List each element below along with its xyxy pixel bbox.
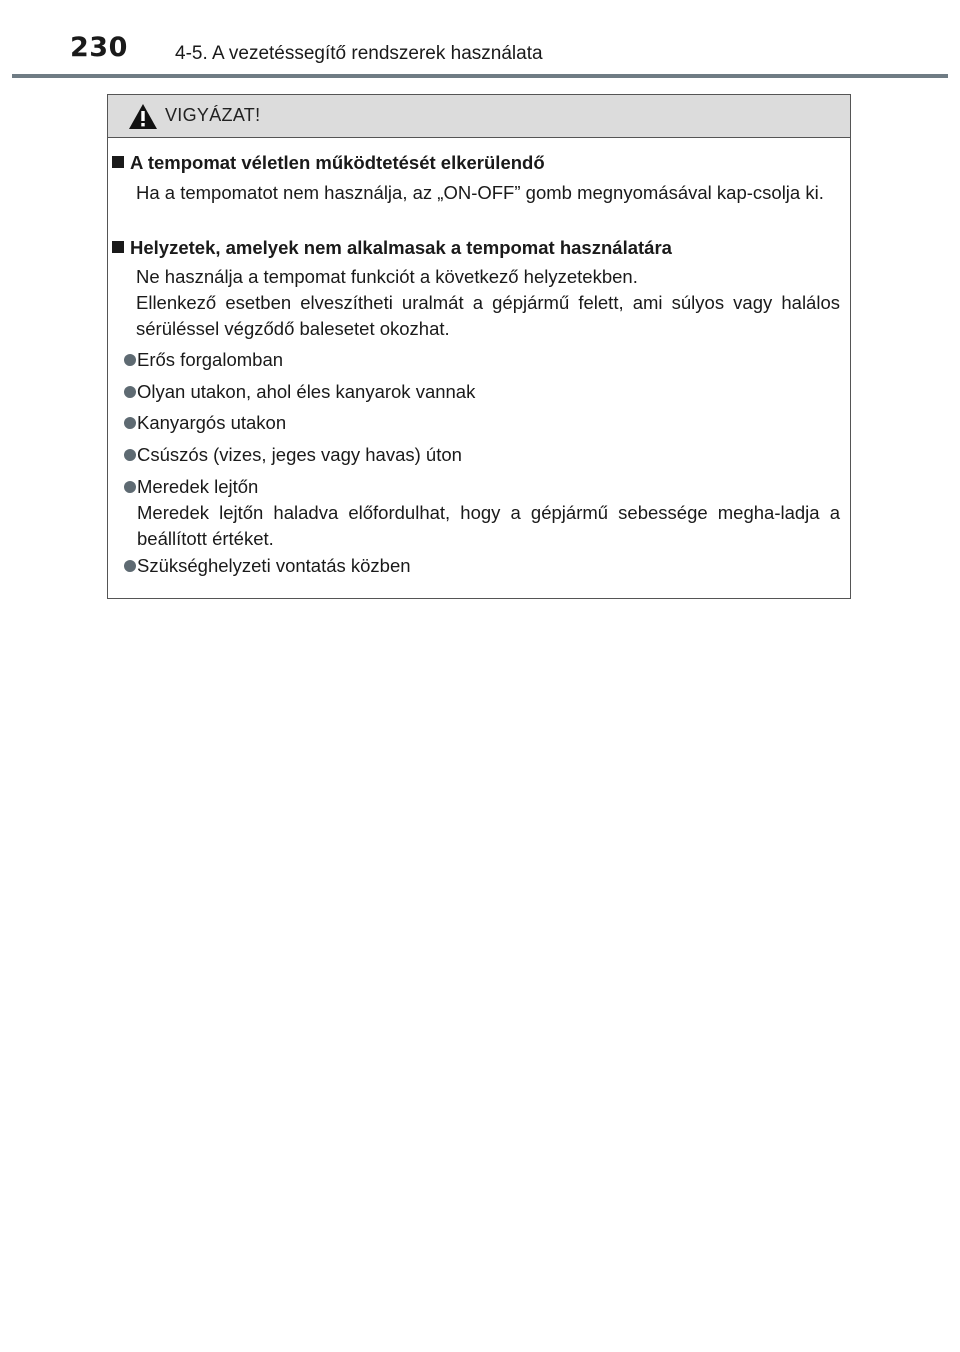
paragraph: Ne használja a tempomat funkciót a következő helyzetekben. — [136, 266, 638, 287]
section-title: 4-5. A vezetéssegítő rendszerek használata — [175, 43, 543, 64]
list-item-text: Csúszós (vizes, jeges vagy havas) úton — [137, 444, 462, 465]
list-item-detail: Meredek lejtőn haladva előfordulhat, hogy a gépjármű sebessége megha-ladja a beállított értéket. — [137, 502, 840, 549]
list-item — [124, 553, 840, 579]
list-item — [124, 474, 840, 552]
list-item-text: Erős forgalomban — [137, 349, 284, 370]
list-item — [124, 410, 840, 436]
list-item-text: Olyan utakon, ahol éles kanyarok vannak — [137, 381, 476, 402]
page-header — [0, 0, 960, 80]
warning-label: VIGYÁZAT! — [165, 105, 261, 125]
list-item — [124, 347, 840, 373]
list-item-text: Meredek lejtőn — [137, 476, 259, 497]
bullet-dot-icon — [124, 560, 136, 572]
square-bullet-icon — [112, 156, 124, 168]
page-number: 230 — [70, 32, 128, 63]
list-item — [124, 442, 840, 468]
paragraph: Ellenkező esetben elveszítheti uralmát a gépjármű felett, ami súlyos vagy halálos sérüléssel végződő balesetet okozhat. — [136, 292, 840, 339]
topic-heading — [112, 235, 672, 261]
bullet-dot-icon — [124, 481, 136, 493]
header-divider — [12, 74, 948, 78]
topic-title: A tempomat véletlen működtetését elkerülendő — [130, 152, 545, 173]
bullet-dot-icon — [124, 354, 136, 366]
square-bullet-icon — [112, 241, 124, 253]
list-item — [124, 379, 840, 405]
paragraph: Ha a tempomatot nem használja, az „ON-OFF” gomb megnyomásával kap-csolja ki. — [136, 182, 824, 203]
bullet-dot-icon — [124, 449, 136, 461]
list-item-text: Szükséghelyzeti vontatás közben — [137, 555, 411, 576]
topic-title: Helyzetek, amelyek nem alkalmasak a tempomat használatára — [130, 237, 672, 258]
warning-box — [107, 94, 851, 599]
bullet-dot-icon — [124, 386, 136, 398]
list-item-text: Kanyargós utakon — [137, 412, 287, 433]
bullet-dot-icon — [124, 417, 136, 429]
warning-triangle-icon — [128, 103, 158, 130]
topic-heading — [112, 150, 545, 176]
warning-header — [108, 95, 850, 138]
